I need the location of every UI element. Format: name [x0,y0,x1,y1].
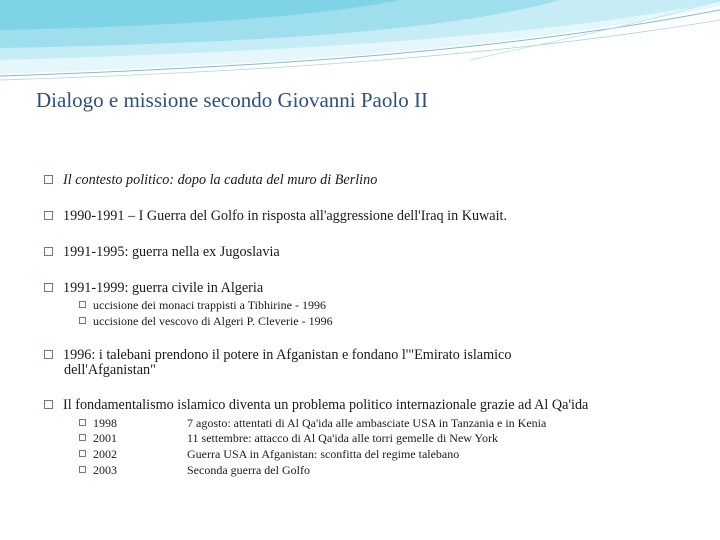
header-wave-decoration [0,0,720,90]
event-description: Seconda guerra del Golfo [187,463,310,477]
bullet-item: Il fondamentalismo islamico diventa un problema politico internazionale grazie ad Al Qa'ida [44,398,588,413]
square-bullet-icon [44,350,53,359]
square-bullet-icon [79,466,86,473]
square-bullet-icon [44,175,53,184]
sub-bullet-item: uccisione del vescovo di Algeri P. Cleverie - 1996 [79,314,333,328]
square-bullet-icon [79,419,86,426]
square-bullet-icon [79,450,86,457]
bullet-item: 1996: i talebani prendono il potere in Afganistan e fondano l'"Emirato islamico dell'Afganistan" [44,348,511,378]
square-bullet-icon [44,400,53,409]
square-bullet-icon [79,434,86,441]
square-bullet-icon [79,301,86,308]
event-year: 2003 [79,463,117,477]
bullet-item: 1991-1999: guerra civile in Algeria [44,281,263,296]
event-description: 11 settembre: attacco di Al Qa'ida alle torri gemelle di New York [187,431,498,445]
bullet-item: 1991-1995: guerra nella ex Jugoslavia [44,245,280,260]
square-bullet-icon [44,247,53,256]
square-bullet-icon [79,317,86,324]
event-description: Guerra USA in Afganistan: sconfitta del regime talebano [187,447,460,461]
bullet-item: Il contesto politico: dopo la caduta del muro di Berlino [44,173,377,188]
square-bullet-icon [44,211,53,220]
bullet-item: 1990-1991 – I Guerra del Golfo in risposta all'aggressione dell'Iraq in Kuwait. [44,209,507,224]
sub-bullet-item: uccisione dei monaci trappisti a Tibhirine - 1996 [79,298,326,312]
page-title: Dialogo e missione secondo Giovanni Paolo II [36,88,428,112]
event-year: 2002 [79,447,117,461]
event-year: 2001 [79,431,117,445]
event-description: 7 agosto: attentati di Al Qa'ida alle ambasciate USA in Tanzania e in Kenia [187,416,547,430]
square-bullet-icon [44,283,53,292]
event-year: 1998 [79,416,117,430]
